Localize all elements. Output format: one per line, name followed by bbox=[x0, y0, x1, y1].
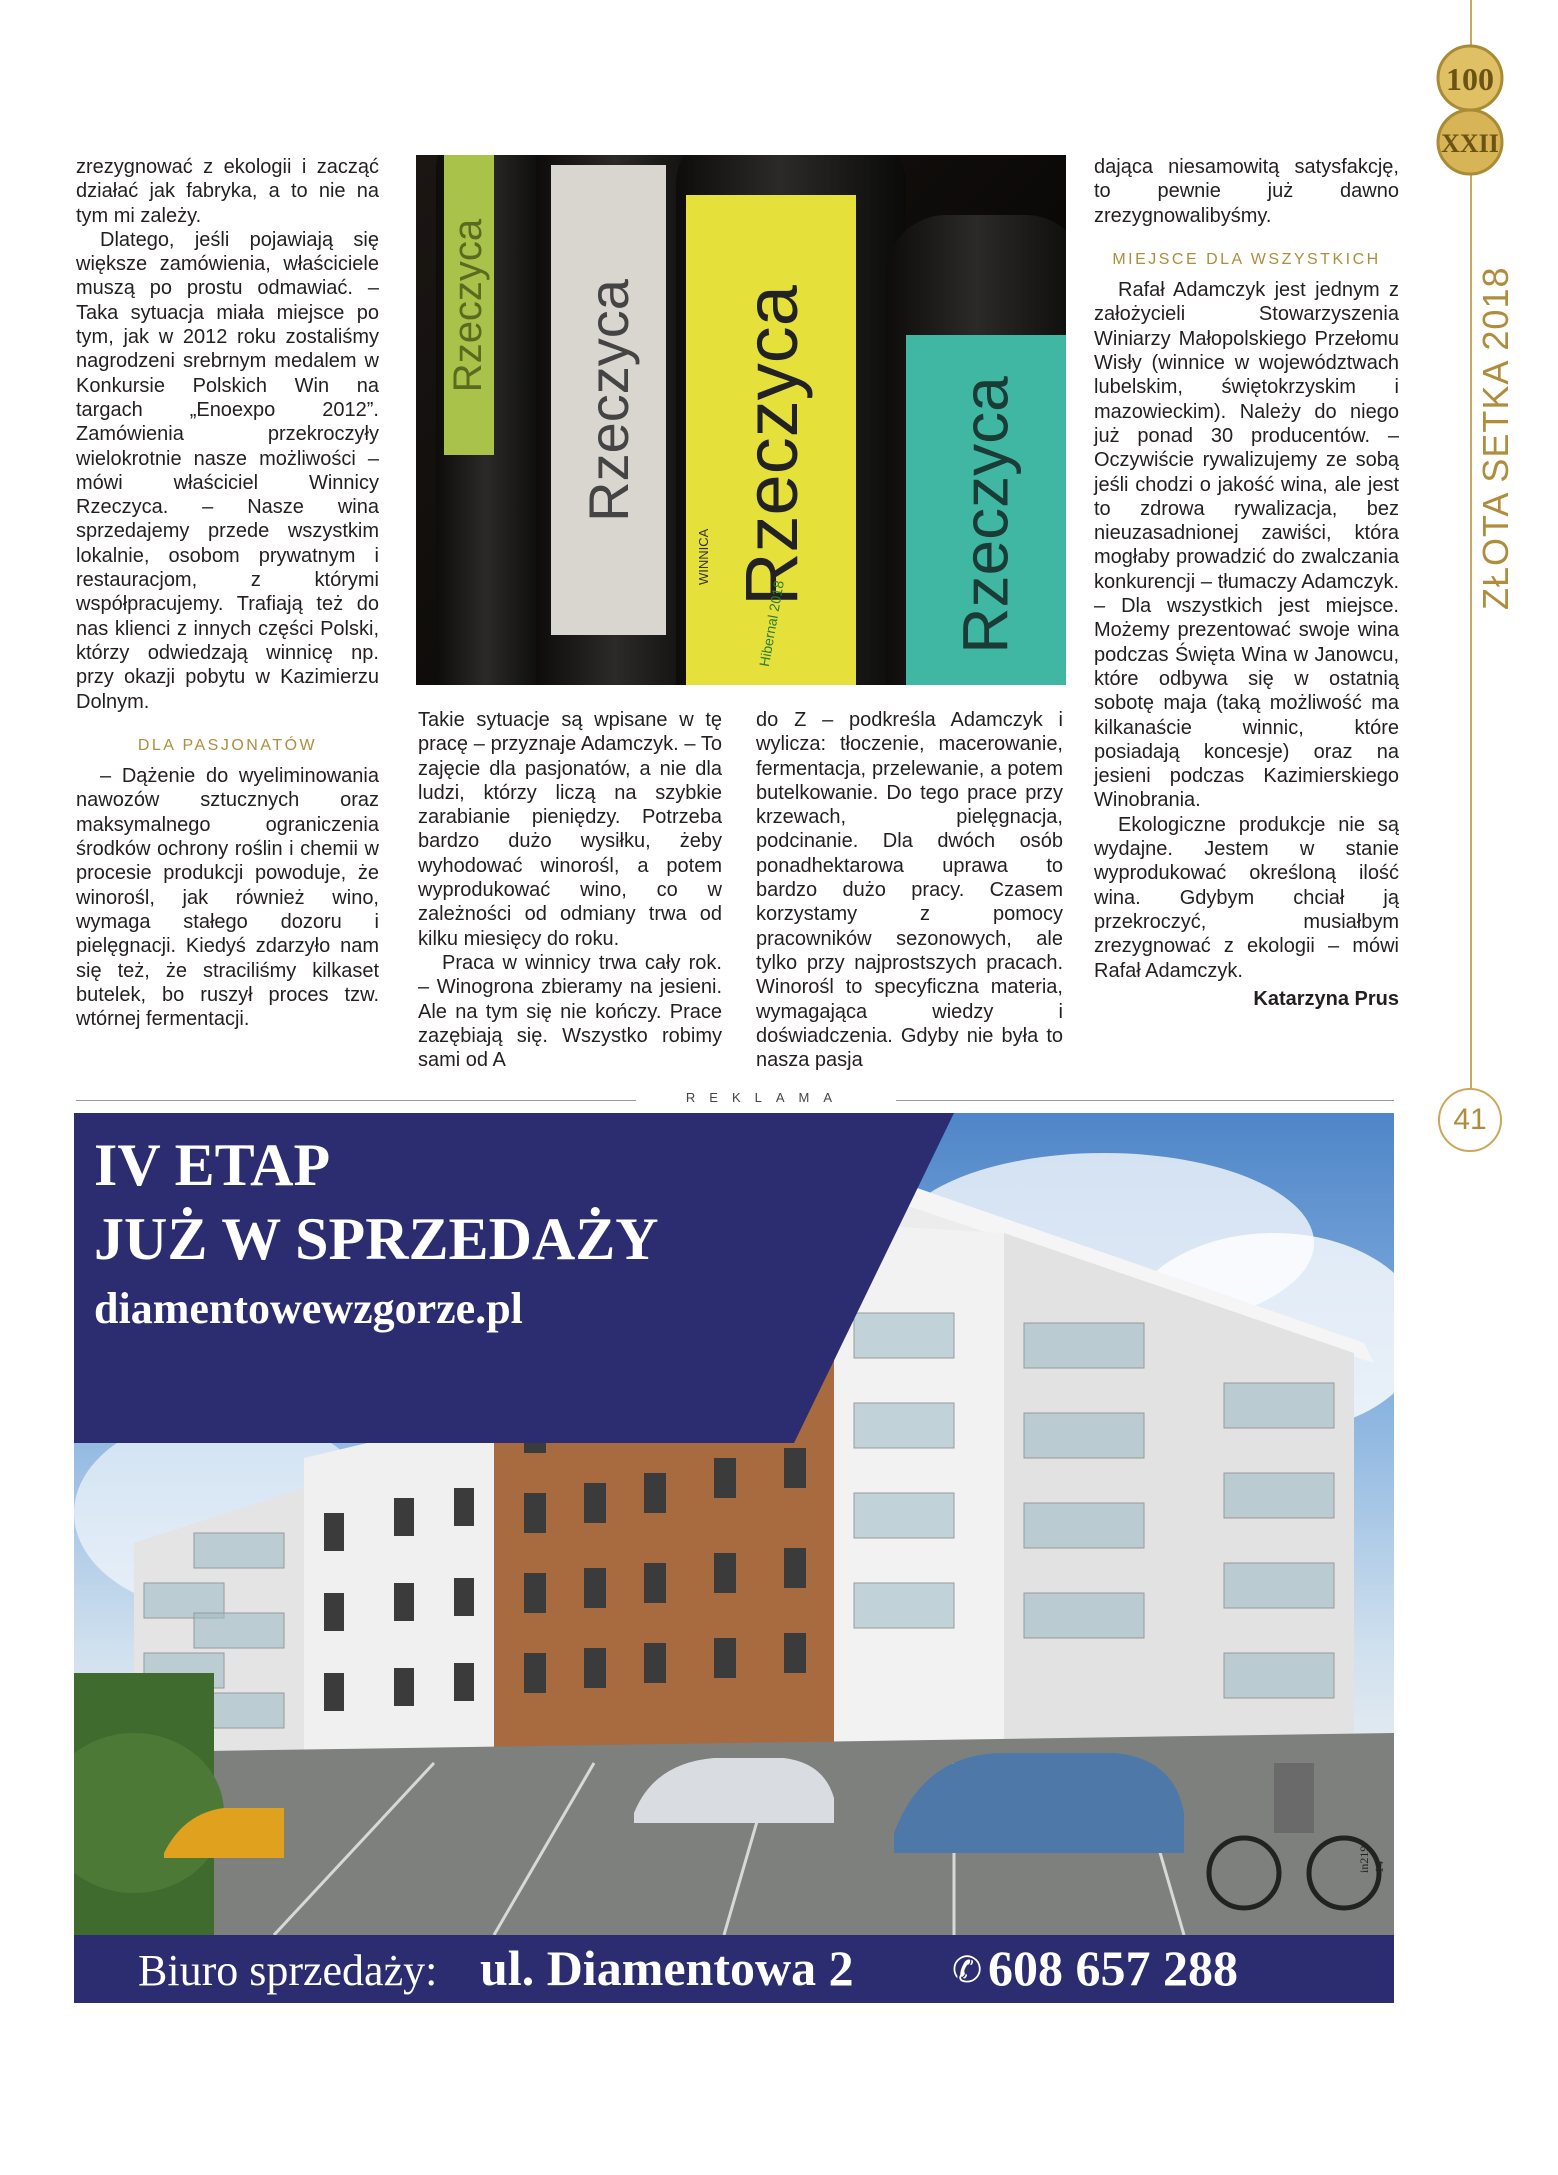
phone-number[interactable]: 608 657 288 bbox=[988, 1940, 1238, 1996]
medal-icon bbox=[1420, 40, 1520, 180]
page-number: 41 bbox=[1438, 1088, 1502, 1152]
advertisement-divider bbox=[76, 1090, 1394, 1110]
ad-headline-line1: IV ETAP bbox=[94, 1132, 331, 1198]
section-heading-miejsce: MIEJSCE DLA WSZYSTKICH bbox=[1112, 250, 1381, 268]
author-name: Katarzyna Prus bbox=[1253, 987, 1399, 1010]
medal-bottom-text: XXII bbox=[1441, 129, 1499, 158]
paragraph: Ekologiczne produkcje nie są wydajne. Jestem w stanie wyprodukować określoną ilość wina. Gdybym chciał ją przekroczyć, musiałbym zrezygnować z ekologii – mówi Rafał Adamczyk. bbox=[1094, 813, 1399, 982]
article-column-3 bbox=[756, 708, 1063, 1072]
article-column-1 bbox=[76, 155, 379, 1031]
ad-website-link[interactable]: diamentowewzgorze.pl bbox=[94, 1284, 523, 1333]
label-vintage-text: Hibernal 2018 bbox=[756, 579, 787, 668]
paragraph: do Z – podkreśla Adamczyk i wylicza: tłoczenie, macerowanie, fermentacja, przelewanie, a potem butelkowanie. Do tego prace przy krzewach, pielęgnacja, podcinanie. Dla dwóch osób ponadhektarowa uprawa to bardzo dużo pracy. Czasem korzystamy z pomocy pracowników sezonowych, ale tylko przy najprostszych pracach. Winorośl to specyficzna materia, wymagająca wiedzy i doświadczenia. Gdyby nie była to nasza pasja bbox=[756, 709, 1063, 1072]
article-column-2 bbox=[418, 708, 722, 1072]
label-winnica-text: WINNICA bbox=[696, 528, 711, 585]
paragraph: Rafał Adamczyk jest jednym z założycieli Stowarzyszenia Winiarzy Małopolskiego Przełomu Wisły (winnice w województwach lubelskim, świętokrzyskim i mazowieckim). Należy do niego już ponad 30 producentów. – Oczywiście rywalizujemy ze sobą jeśli chodzi o jakość wina, ale jest to zdrowa rywalizacja, bez nieuzasadnionej zawiści, która mogłaby prowadzić do zwalczania konkurencji – tłumaczy Adamczyk. – Dla wszystkich jest miejsce. Możemy prezentować swoje wina podczas Święta Wina w Janowcu, które odbywa się w ostatnią sobotę maja (taką możliwość ma kilkanaście winnic, które posiadają koncesje) oraz na jesieni podczas Kazimierskiego Winobrania. bbox=[1094, 279, 1399, 812]
article-column-4 bbox=[1094, 155, 1399, 1011]
bottle-label: Rzeczyca bbox=[686, 195, 856, 685]
ad-contact-bar bbox=[74, 1935, 1394, 2003]
paragraph: dająca niesamowitą satysfakcję, to pewnie już dawno zrezygnowalibyśmy. bbox=[1094, 156, 1399, 227]
paragraph: Takie sytuacje są wpisane w tę pracę – przyznaje Adamczyk. – To zajęcie dla pasjonatów, a nie dla ludzi, którzy liczą na szybkie zarabianie pieniędzy. Potrzeba bardzo dużo wysiłku, żeby wyhodować winorośl, a potem wyprodukować wino, co w zależności od odmiany trwa od kilku miesięcy do roku. bbox=[418, 709, 722, 950]
ad-credit: in219 14 bbox=[1357, 1845, 1386, 1873]
bottle-label: Rzeczyca bbox=[906, 335, 1066, 685]
phone-icon: ✆ bbox=[952, 1949, 983, 1990]
bottle-label: Rzeczyca bbox=[444, 155, 494, 455]
sales-office-address: ul. Diamentowa 2 bbox=[480, 1940, 854, 1996]
wine-bottles-photo bbox=[416, 155, 1066, 685]
section-heading-pasjonatow: DLA PASJONATÓW bbox=[137, 736, 318, 754]
paragraph: Praca w winnicy trwa cały rok. – Winogrona zbieramy na jesieni. Ale na tym się nie kończy. Prace zazębiają się. Wszystko robimy sami od A bbox=[418, 951, 722, 1072]
ad-headline-line2: JUŻ W SPRZEDAŻY bbox=[94, 1206, 659, 1272]
bottle-label: Rzeczyca bbox=[551, 165, 666, 635]
real-estate-advertisement bbox=[74, 1113, 1394, 2003]
paragraph: Dlatego, jeśli pojawiają się większe zamówienia, właściciele muszą po prostu odmawiać. – Taka sytuacja miała miejsce po tym, jak w 2012 roku zostaliśmy nagrodzeni srebrnym medalem w Konkursie Polskich Win na targach „Enoexpo 2012”. Zamówienia przekroczyły wielokrotnie nasze możliwości – mówi właściciel Winnicy Rzeczyca. – Nasze wina sprzedajemy przede wszystkim lokalnie, osobom prywatnym i restauracjom, z którymi współpracujemy. Trafiają też do nas klienci z innych części Polski, którzy odwiedzają winnicę np. przy okazji pobytu w Kazimierzu Dolnym. bbox=[76, 228, 379, 713]
advertisement-label: REKLAMA bbox=[685, 1090, 847, 1105]
section-title-vertical: ZŁOTA SETKA 2018 bbox=[1475, 266, 1516, 610]
paragraph: zrezygnować z ekologii i zacząć działać jak fabryka, a to nie na tym mi zależy. bbox=[76, 156, 379, 227]
sales-office-label: Biuro sprzedaży: bbox=[138, 1946, 438, 1995]
medal-top-text: 100 bbox=[1446, 61, 1494, 97]
paragraph: – Dążenie do wyeliminowania nawozów sztucznych oraz maksymalnego ograniczenia środków ochrony roślin i chemii w procesie produkcji powoduje, że winorośl, jak również wino, wymaga stałego dozoru i pielęgnacji. Kiedyś zdarzyło nam się też, że straciliśmy kilkaset butelek, bo ruszył proces tzw. wtórnej fermentacji. bbox=[76, 765, 379, 1031]
